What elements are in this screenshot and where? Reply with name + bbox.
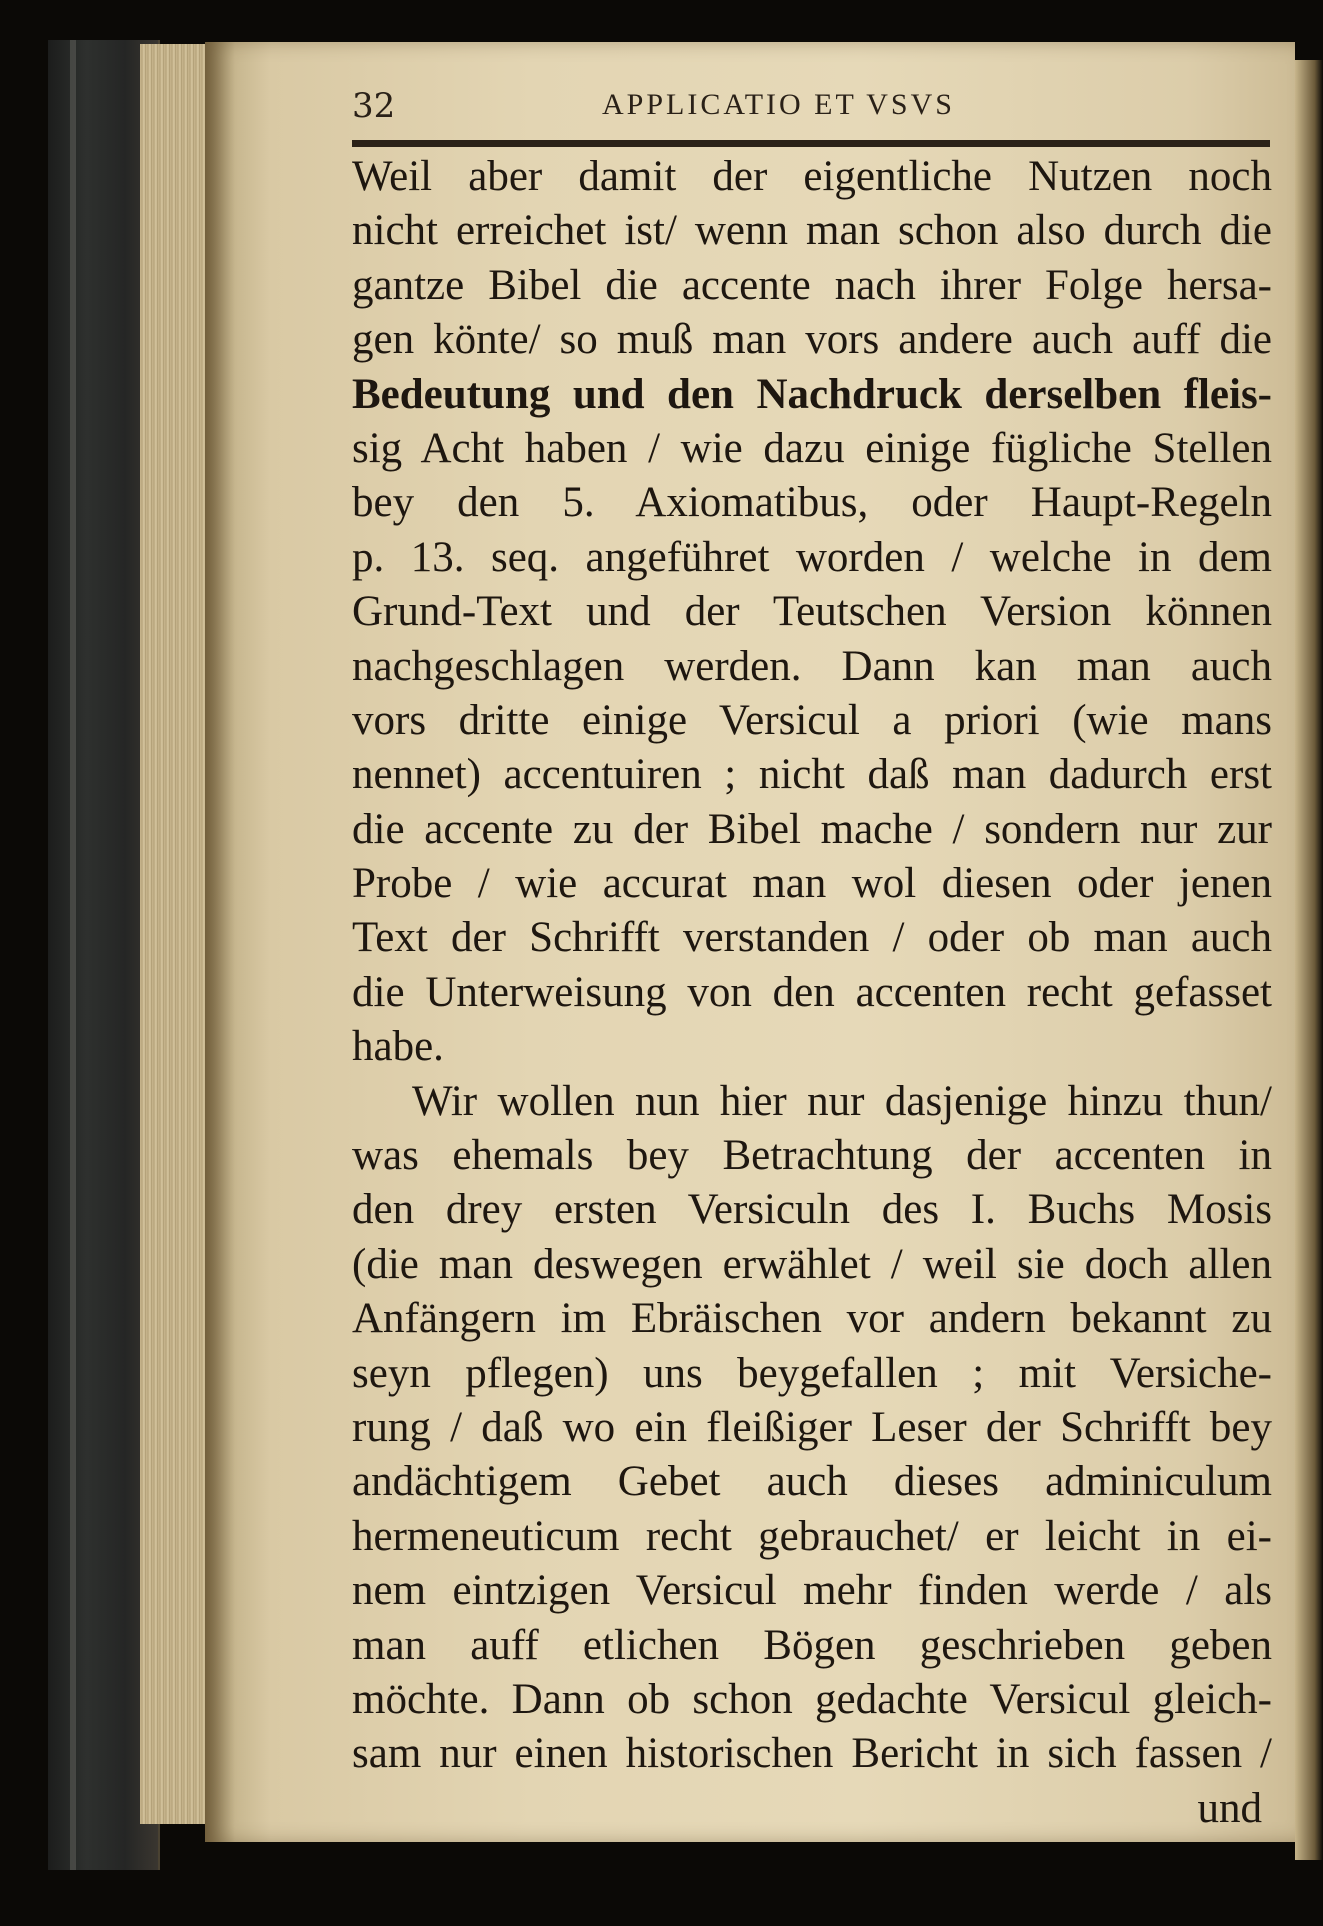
text-line: vors dritte einige Versicul a priori (wie mans — [352, 696, 1272, 744]
text-line: Grund-Text und der Teutschen Version können — [352, 588, 1272, 636]
text-line: Text der Schrifft verstanden / oder ob man auch — [352, 914, 1272, 962]
text-line: man auff etlichen Bögen geschrieben geben — [352, 1621, 1272, 1669]
text-line: möchte. Dann ob schon gedachte Versicul gleich- — [352, 1675, 1272, 1723]
text-line: den drey ersten Versiculn des I. Buchs Mosis — [352, 1186, 1272, 1234]
header-rule — [352, 140, 1270, 147]
catchword: und — [1197, 1784, 1262, 1832]
text-line: gantze Bibel die accente nach ihrer Folge hersa- — [352, 261, 1272, 309]
text-line: nachgeschlagen werden. Dann kan man auch — [352, 642, 1272, 690]
text-line: nem eintzigen Versicul mehr finden werde / als — [352, 1567, 1272, 1615]
text-line: bey den 5. Axiomatibus, oder Haupt-Regeln — [352, 479, 1272, 527]
text-line: Weil aber damit der eigentliche Nutzen noch — [352, 153, 1272, 200]
text-line: Probe / wie accurat man wol diesen oder jenen — [352, 860, 1272, 908]
text-line: sam nur einen historischen Bericht in sich fassen / — [352, 1730, 1272, 1778]
text-line: gen könte/ so muß man vors andere auch auff die — [352, 316, 1272, 364]
text-line: andächtigem Gebet auch dieses adminiculum — [352, 1458, 1272, 1506]
text-line: nicht erreichet ist/ wenn man schon also durch die — [352, 207, 1272, 255]
page-number: 32 — [352, 86, 396, 126]
text-line: nennet) accentuiren ; nicht daß man dadurch erst — [352, 751, 1272, 799]
text-line: Anfängern im Ebräischen vor andern bekannt zu — [352, 1295, 1272, 1343]
text-line: (die man deswegen erwählet / weil sie doch allen — [352, 1240, 1272, 1288]
text-line: sig Acht haben / wie dazu einige fügliche Stellen — [352, 424, 1272, 472]
cover-edge — [70, 40, 76, 1870]
body-text — [352, 150, 1272, 1836]
gutter-shadow — [205, 42, 235, 1842]
text-line: was ehemals bey Betrachtung der accenten in — [352, 1132, 1272, 1180]
text-line: seyn pflegen) uns beygefallen ; mit Versiche- — [352, 1349, 1272, 1397]
text-line: hermeneuticum recht gebrauchet/ er leicht in ei- — [352, 1512, 1272, 1560]
page-right-edge — [1295, 60, 1323, 1860]
text-line: die accente zu der Bibel mache / sondern nur zur — [352, 805, 1272, 853]
text-line: Bedeutung und den Nachdruck derselben fleis- — [352, 370, 1272, 418]
running-title: APPLICATIO ET VSVS — [602, 88, 955, 121]
text-line: habe. — [352, 1023, 444, 1071]
text-line: rung / daß wo ein fleißiger Leser der Schrifft bey — [352, 1403, 1272, 1451]
text-line: p. 13. seq. angeführet worden / welche in dem — [352, 533, 1272, 581]
text-line: die Unterweisung von den accenten recht gefasset — [352, 968, 1272, 1016]
page-edges — [140, 44, 210, 1824]
text-line: Wir wollen nun hier nur dasjenige hinzu thun/ — [412, 1077, 1272, 1125]
page-header — [352, 80, 1272, 130]
